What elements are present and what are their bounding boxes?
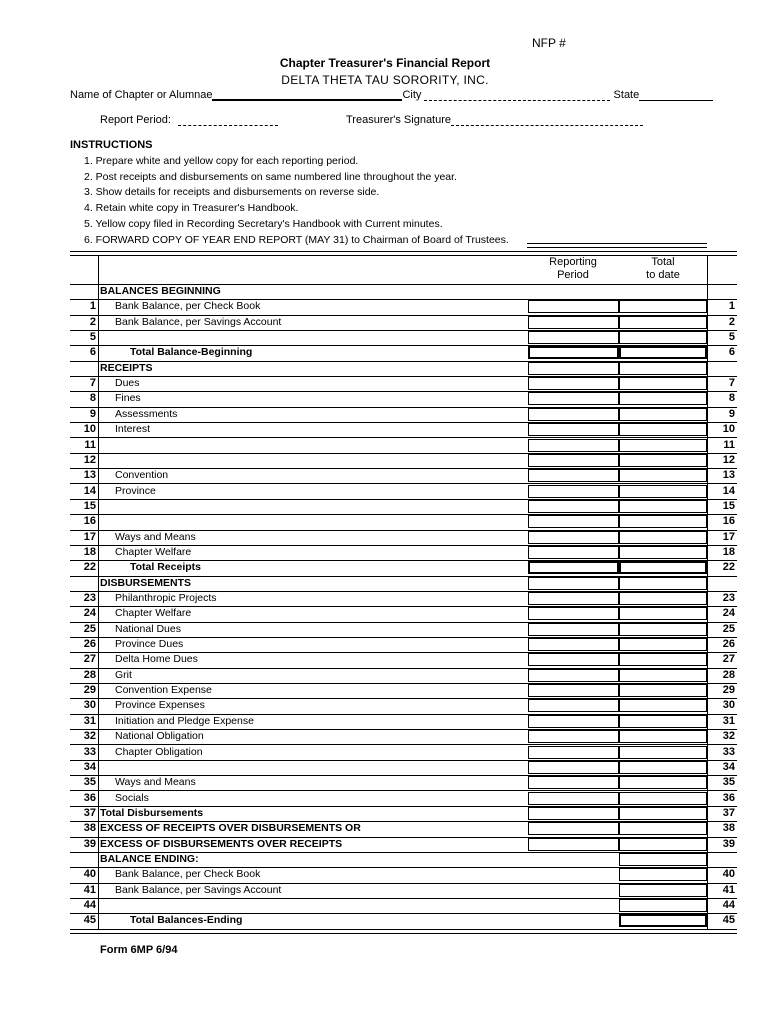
- line-number-right: 33: [722, 745, 735, 758]
- signature-label: Treasurer's Signature: [346, 114, 452, 126]
- line-number-left: 27: [83, 653, 96, 666]
- reporting-period-cell[interactable]: [528, 331, 619, 344]
- total-to-date-cell[interactable]: [619, 408, 707, 421]
- line-number-left: 37: [83, 806, 96, 819]
- line-number-left: 24: [83, 607, 96, 620]
- table-row: [70, 438, 737, 454]
- table-row: [70, 514, 737, 530]
- table-header-row: [70, 255, 737, 285]
- line-number-right: 29: [722, 684, 735, 697]
- line-number-left: 32: [83, 730, 96, 743]
- line-label: Assessments: [115, 407, 178, 420]
- chapter-info-line: [70, 89, 713, 101]
- reporting-period-cell[interactable]: [528, 300, 619, 313]
- table-row: [70, 637, 737, 653]
- line-label: Delta Home Dues: [115, 653, 198, 666]
- table-row: [70, 499, 737, 515]
- line-number-left: 36: [83, 791, 96, 804]
- total-to-date-cell[interactable]: [619, 899, 707, 912]
- state-label: State: [613, 89, 640, 101]
- line-number-left: 31: [83, 714, 96, 727]
- line-label: Bank Balance, per Savings Account: [115, 315, 282, 328]
- total-to-date-cell[interactable]: [619, 392, 707, 405]
- line-label: Dues: [115, 377, 140, 390]
- reporting-period-cell[interactable]: [528, 792, 619, 805]
- line-number-right: 14: [722, 484, 735, 497]
- table-row: [70, 545, 737, 561]
- reporting-period-cell[interactable]: [528, 316, 619, 329]
- line-number-left: 11: [84, 438, 96, 451]
- table-row: [70, 606, 737, 622]
- line-number-left: 23: [83, 592, 96, 604]
- line-label: Convention: [115, 469, 169, 482]
- total-to-date-cell[interactable]: [619, 838, 707, 851]
- table-row: [70, 284, 737, 300]
- line-number-left: 40: [83, 868, 96, 881]
- line-number-right: 41: [722, 883, 735, 896]
- total-to-date-cell[interactable]: [619, 423, 707, 436]
- reporting-period-cell[interactable]: [528, 699, 619, 712]
- chapter-name-label: Name of Chapter or Alumnae: [70, 89, 213, 101]
- reporting-period-cell[interactable]: [528, 423, 619, 436]
- reporting-header-line2: Period: [557, 269, 589, 281]
- line-label: National Dues: [115, 622, 181, 635]
- line-number-left: 18: [83, 545, 96, 558]
- line-number-left: 35: [83, 776, 96, 789]
- reporting-period-cell[interactable]: [528, 469, 619, 482]
- line-number-right: 32: [722, 730, 735, 743]
- reporting-period-cell[interactable]: [528, 653, 619, 666]
- total-to-date-cell[interactable]: [619, 792, 707, 805]
- table-row: [70, 652, 737, 668]
- total-to-date-cell[interactable]: [619, 561, 707, 574]
- line-number-right: 12: [722, 453, 735, 466]
- total-to-date-cell[interactable]: [619, 500, 707, 513]
- table-row: [70, 729, 737, 745]
- total-to-date-cell[interactable]: [619, 346, 707, 359]
- total-to-date-cell[interactable]: [619, 592, 707, 605]
- instruction-item: 2. Post receipts and disbursements on same numbered line throughout the year.: [84, 170, 457, 183]
- line-label: Grit: [115, 668, 132, 681]
- line-label: Total Receipts: [130, 561, 201, 574]
- line-label: Fines: [115, 392, 141, 405]
- reporting-period-cell[interactable]: [528, 362, 619, 375]
- line-number-right: 30: [722, 699, 735, 712]
- total-to-date-cell[interactable]: [619, 853, 707, 866]
- instructions-heading: INSTRUCTIONS: [70, 139, 153, 151]
- line-label: Total Balance-Beginning: [130, 346, 253, 359]
- city-field[interactable]: [424, 90, 610, 101]
- line-number-right: 26: [722, 638, 735, 651]
- total-to-date-cell[interactable]: [619, 684, 707, 697]
- table-row: [70, 683, 737, 699]
- line-label: BALANCES BEGINNING: [100, 285, 221, 297]
- line-label: Chapter Welfare: [115, 545, 192, 558]
- reporting-period-cell[interactable]: [528, 392, 619, 405]
- line-label: BALANCE ENDING:: [100, 852, 199, 865]
- line-number-left: 25: [83, 622, 96, 635]
- line-number-right: 44: [722, 899, 735, 911]
- line-label: EXCESS OF RECEIPTS OVER DISBURSEMENTS OR: [100, 822, 361, 835]
- total-to-date-cell[interactable]: [619, 300, 707, 313]
- line-number-right: 8: [728, 392, 735, 405]
- line-number-left: 1: [89, 300, 96, 313]
- table-row: [70, 391, 737, 407]
- total-to-date-cell[interactable]: [619, 623, 707, 636]
- table-row: [70, 453, 737, 469]
- table-row: [70, 867, 737, 883]
- line-label: Ways and Means: [115, 530, 196, 543]
- table-row: [70, 376, 737, 392]
- reporting-period-cell[interactable]: [528, 531, 619, 544]
- line-number-left: 28: [83, 668, 96, 681]
- signature-field[interactable]: [451, 115, 643, 126]
- reporting-period-cell[interactable]: [528, 807, 619, 820]
- total-to-date-cell[interactable]: [619, 669, 707, 682]
- total-to-date-cell[interactable]: [619, 638, 707, 651]
- chapter-name-field[interactable]: [212, 89, 402, 101]
- reporting-period-cell[interactable]: [528, 561, 619, 574]
- line-number-right: 16: [722, 515, 735, 528]
- line-number-left: 8: [89, 392, 96, 405]
- line-label: Total Balances-Ending: [130, 914, 243, 927]
- line-label: Total Disbursements: [100, 806, 204, 819]
- line-label: Chapter Welfare: [115, 607, 192, 620]
- line-label: DISBURSEMENTS: [100, 576, 192, 589]
- line-number-right: 28: [722, 668, 735, 681]
- reporting-period-cell[interactable]: [528, 577, 619, 590]
- line-number-right: 31: [722, 714, 735, 727]
- line-label: Province: [115, 484, 156, 497]
- line-number-left: 17: [83, 530, 96, 543]
- line-number-right: 38: [722, 822, 735, 835]
- table-row: [70, 760, 737, 776]
- total-to-date-cell[interactable]: [619, 653, 707, 666]
- reporting-period-cell[interactable]: [528, 776, 619, 789]
- total-header-line2: to date: [646, 269, 680, 281]
- table-row: [70, 484, 737, 500]
- reporting-period-cell[interactable]: [528, 638, 619, 651]
- table-bottom-rule: [70, 929, 737, 934]
- instruction-item: 3. Show details for receipts and disbursements on reverse side.: [84, 186, 380, 199]
- city-label: City: [402, 89, 422, 101]
- form-identifier: Form 6MP 6/94: [100, 944, 178, 956]
- line-number-left: 7: [89, 377, 96, 390]
- table-row: [70, 407, 737, 423]
- reporting-period-cell[interactable]: [528, 346, 619, 359]
- total-to-date-cell[interactable]: [619, 822, 707, 835]
- line-number-right: 23: [722, 592, 735, 604]
- line-label: EXCESS OF DISBURSEMENTS OVER RECEIPTS: [100, 837, 343, 850]
- nfp-label: NFP #: [532, 36, 566, 50]
- line-number-left: 30: [83, 699, 96, 712]
- reporting-period-cell[interactable]: [528, 546, 619, 559]
- line-number-left: 39: [83, 837, 96, 850]
- total-to-date-cell[interactable]: [619, 454, 707, 467]
- table-row: [70, 745, 737, 761]
- line-number-left: 14: [83, 484, 96, 497]
- reporting-period-cell[interactable]: [528, 592, 619, 605]
- line-number-right: 6: [728, 346, 735, 359]
- instruction-item: 4. Retain white copy in Treasurer's Handbook.: [84, 202, 299, 215]
- total-to-date-cell[interactable]: [619, 316, 707, 329]
- table-row: [70, 299, 737, 315]
- line-number-right: 36: [722, 791, 735, 804]
- line-number-right: 2: [728, 315, 735, 328]
- total-to-date-cell[interactable]: [619, 715, 707, 728]
- number-column-divider: [98, 255, 99, 929]
- total-to-date-cell[interactable]: [619, 868, 707, 881]
- reporting-period-cell[interactable]: [528, 408, 619, 421]
- total-to-date-cell[interactable]: [619, 577, 707, 590]
- reporting-period-cell[interactable]: [528, 838, 619, 851]
- report-period-label: Report Period:: [100, 114, 171, 126]
- line-number-right: 24: [722, 607, 735, 620]
- reporting-period-cell[interactable]: [528, 822, 619, 835]
- table-row: [70, 775, 737, 791]
- reporting-header-line1: Reporting: [549, 256, 597, 268]
- line-number-right: 10: [722, 423, 735, 436]
- line-number-left: 29: [83, 684, 96, 697]
- table-row: [70, 698, 737, 714]
- table-row: [70, 837, 737, 853]
- line-number-right: 37: [722, 806, 735, 819]
- table-row: [70, 576, 737, 592]
- report-period-field[interactable]: [178, 115, 278, 126]
- table-row: [70, 361, 737, 377]
- line-number-right: 5: [728, 331, 735, 344]
- table-row: [70, 852, 737, 868]
- line-number-right: 17: [722, 530, 735, 543]
- reporting-period-cell[interactable]: [528, 515, 619, 528]
- reporting-period-cell[interactable]: [528, 746, 619, 759]
- line-number-right: 22: [722, 561, 735, 574]
- total-to-date-cell[interactable]: [619, 746, 707, 759]
- line-number-right: 27: [722, 653, 735, 666]
- total-to-date-cell[interactable]: [619, 546, 707, 559]
- reporting-period-cell[interactable]: [528, 730, 619, 743]
- line-number-right: 45: [722, 914, 735, 927]
- treasurer-signature: [346, 114, 643, 126]
- line-number-right: 40: [722, 868, 735, 881]
- table-row: [70, 560, 737, 576]
- total-header-line1: Total: [651, 256, 675, 268]
- report-period: [100, 114, 278, 126]
- line-number-left: 6: [89, 346, 96, 359]
- line-number-right: 15: [722, 499, 735, 512]
- line-number-right: 39: [722, 837, 735, 850]
- line-number-right: 9: [728, 407, 735, 420]
- state-field[interactable]: [639, 90, 713, 101]
- reporting-period-cell[interactable]: [528, 623, 619, 636]
- total-to-date-cell[interactable]: [619, 377, 707, 390]
- reporting-period-cell[interactable]: [528, 684, 619, 697]
- reporting-period-cell[interactable]: [528, 607, 619, 620]
- line-number-left: 33: [83, 745, 96, 758]
- total-to-date-cell[interactable]: [619, 331, 707, 344]
- total-to-date-cell[interactable]: [619, 515, 707, 528]
- table-row: [70, 668, 737, 684]
- total-to-date-cell[interactable]: [619, 884, 707, 897]
- line-label: Socials: [115, 791, 149, 804]
- line-number-left: 44: [83, 899, 96, 911]
- table-row: [70, 714, 737, 730]
- line-label: Bank Balance, per Check Book: [115, 300, 261, 313]
- total-to-date-cell[interactable]: [619, 469, 707, 482]
- instruction-item: 6. FORWARD COPY OF YEAR END REPORT (MAY 31) to Chairman of Board of Trustees.: [84, 233, 509, 246]
- total-to-date-cell[interactable]: [619, 439, 707, 452]
- table-row: [70, 468, 737, 484]
- line-number-left: 41: [83, 883, 96, 896]
- line-number-left: 15: [83, 499, 96, 512]
- total-to-date-cell[interactable]: [619, 761, 707, 774]
- reporting-period-cell[interactable]: [528, 715, 619, 728]
- reporting-period-cell[interactable]: [528, 485, 619, 498]
- table-row: [70, 591, 737, 607]
- signature-rule: [527, 243, 707, 248]
- table-row: [70, 622, 737, 638]
- line-label: Province Expenses: [115, 699, 205, 712]
- total-to-date-cell[interactable]: [619, 730, 707, 743]
- line-label: Ways and Means: [115, 776, 196, 789]
- reporting-period-cell[interactable]: [528, 377, 619, 390]
- total-to-date-cell[interactable]: [619, 485, 707, 498]
- total-to-date-cell[interactable]: [619, 531, 707, 544]
- right-number-divider: [707, 255, 708, 929]
- reporting-period-cell[interactable]: [528, 669, 619, 682]
- total-to-date-cell[interactable]: [619, 699, 707, 712]
- line-label: Province Dues: [115, 638, 184, 651]
- total-to-date-cell[interactable]: [619, 914, 707, 927]
- instruction-item: 5. Yellow copy filed in Recording Secretary's Handbook with Current minutes.: [84, 217, 443, 230]
- table-row: [70, 345, 737, 361]
- line-label: National Obligation: [115, 730, 204, 743]
- table-row: [70, 791, 737, 807]
- table-row: [70, 913, 737, 929]
- line-label: Initiation and Pledge Expense: [115, 714, 254, 727]
- line-label: Chapter Obligation: [115, 745, 203, 758]
- line-number-left: 10: [83, 423, 96, 436]
- line-number-left: 22: [83, 561, 96, 574]
- total-to-date-cell[interactable]: [619, 807, 707, 820]
- table-row: [70, 821, 737, 837]
- reporting-period-cell[interactable]: [528, 500, 619, 513]
- total-to-date-cell[interactable]: [619, 362, 707, 375]
- line-number-left: 45: [83, 914, 96, 927]
- table-row: [70, 883, 737, 899]
- table-row: [70, 330, 737, 346]
- organization-name: DELTA THETA TAU SORORITY, INC.: [281, 73, 489, 87]
- line-label: Bank Balance, per Savings Account: [115, 883, 282, 896]
- line-number-right: 1: [728, 300, 735, 313]
- table-row: [70, 422, 737, 438]
- report-title: Chapter Treasurer's Financial Report: [279, 56, 491, 70]
- line-number-right: 13: [722, 469, 735, 482]
- line-number-left: 9: [89, 407, 96, 420]
- line-number-left: 5: [89, 331, 96, 344]
- table-row: [70, 898, 737, 914]
- line-label: Interest: [115, 423, 151, 436]
- line-label: Bank Balance, per Check Book: [115, 868, 261, 881]
- line-label: Philanthropic Projects: [115, 592, 217, 604]
- line-number-left: 2: [89, 315, 96, 328]
- line-number-right: 35: [722, 776, 735, 789]
- line-number-right: 18: [722, 545, 735, 558]
- reporting-period-cell[interactable]: [528, 454, 619, 467]
- line-number-left: 16: [83, 515, 96, 528]
- line-number-right: 11: [723, 438, 735, 451]
- total-to-date-cell[interactable]: [619, 607, 707, 620]
- line-number-right: 7: [728, 377, 735, 390]
- table-row: [70, 315, 737, 331]
- line-number-left: 34: [83, 760, 96, 773]
- line-label: RECEIPTS: [100, 361, 153, 374]
- line-number-right: 25: [722, 622, 735, 635]
- line-number-left: 26: [83, 638, 96, 651]
- reporting-period-cell[interactable]: [528, 439, 619, 452]
- line-number-left: 38: [83, 822, 96, 835]
- reporting-period-cell[interactable]: [528, 761, 619, 774]
- line-label: Convention Expense: [115, 684, 212, 697]
- table-row: [70, 806, 737, 822]
- line-number-left: 12: [83, 453, 96, 466]
- line-number-left: 13: [83, 469, 96, 482]
- total-to-date-cell[interactable]: [619, 776, 707, 789]
- line-number-right: 34: [722, 760, 735, 773]
- table-row: [70, 530, 737, 546]
- instruction-item: 1. Prepare white and yellow copy for each reporting period.: [84, 155, 359, 167]
